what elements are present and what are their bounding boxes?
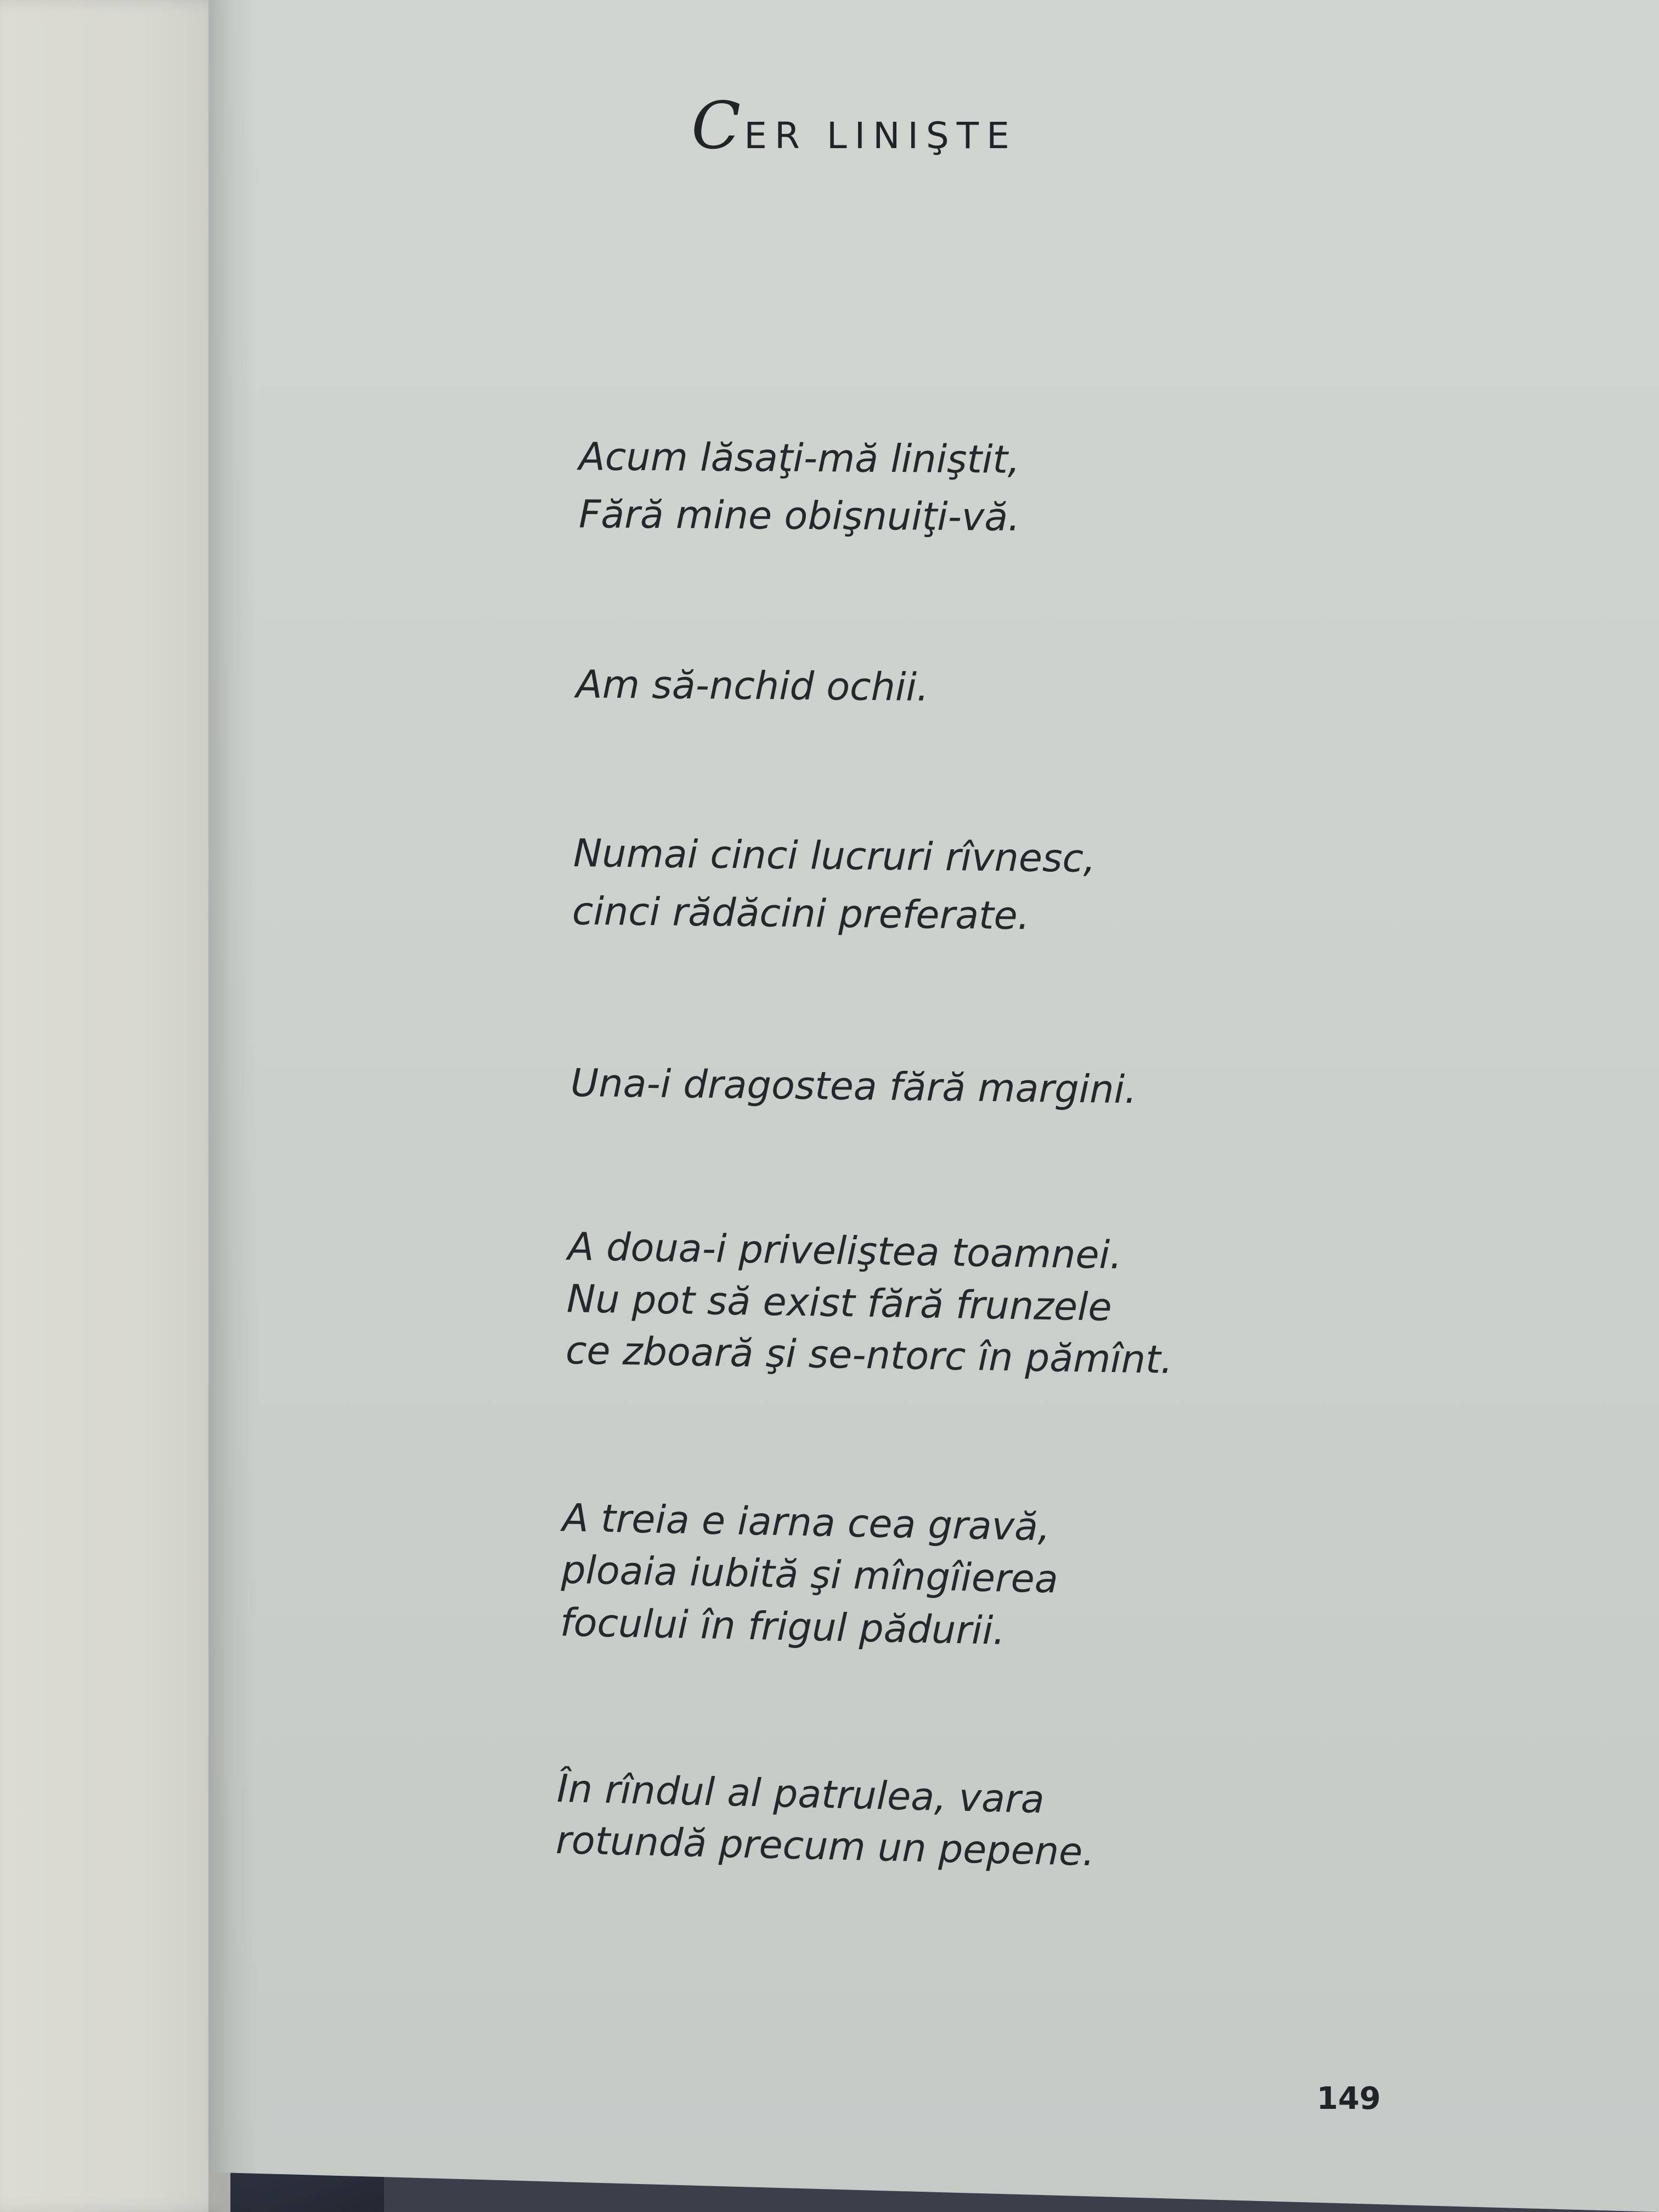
poem-line: Una-i dragostea fără margini. bbox=[570, 1060, 1137, 1113]
poem-line: A treia e iarna cea gravă, bbox=[562, 1495, 1051, 1550]
poem-line: Acum lăsaţi-mă liniştit, bbox=[578, 434, 1020, 482]
poem-line: Nu pot să exist fără frunzele bbox=[566, 1276, 1113, 1330]
poem-line: focului în frigul pădurii. bbox=[560, 1600, 1006, 1654]
poem-title-initial: C bbox=[691, 88, 741, 163]
poem-line: Am să-nchid ochii. bbox=[575, 662, 929, 710]
poem-line: A doua-i priveliştea toamnei. bbox=[567, 1224, 1122, 1278]
page-number: 149 bbox=[1317, 2081, 1381, 2117]
poem-line: rotundă precum un pepene. bbox=[555, 1817, 1096, 1875]
poem-line: Fără mine obişnuiţi-vă. bbox=[578, 492, 1020, 540]
poem-title-rest: ER LINIŞTE bbox=[744, 115, 1017, 157]
poem-line: ploaia iubită şi mîngîierea bbox=[561, 1547, 1059, 1602]
poem-line: ce zboară şi se-ntorc în pămînt. bbox=[565, 1328, 1173, 1383]
poem-line: cinci rădăcini preferate. bbox=[572, 888, 1030, 939]
poem-line: Numai cinci lucruri rîvnesc, bbox=[573, 831, 1096, 881]
poem-line: În rîndul al patrulea, vara bbox=[556, 1765, 1045, 1822]
